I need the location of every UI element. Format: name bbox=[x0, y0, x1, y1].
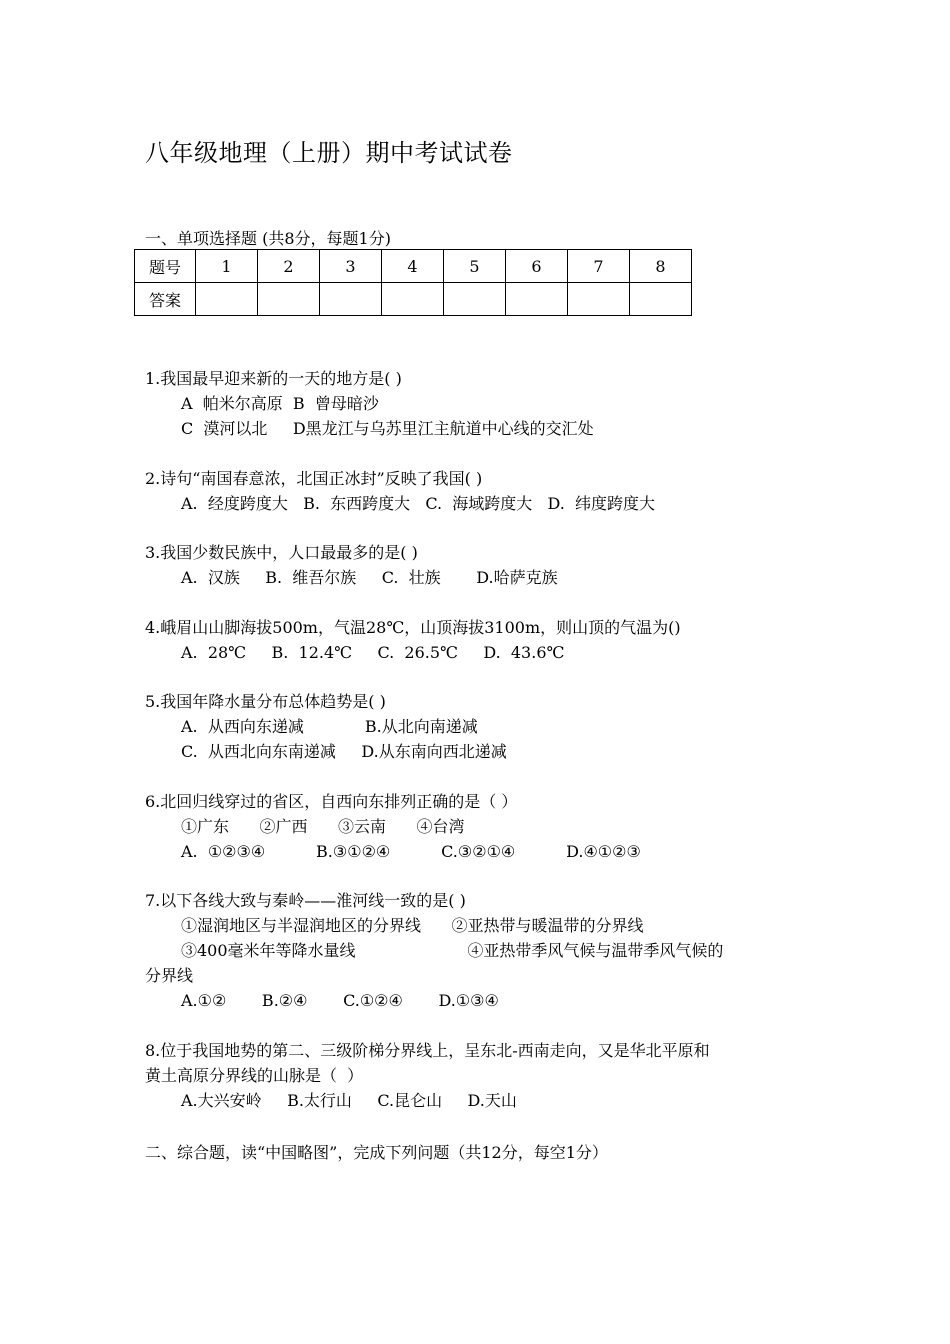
answer-table bbox=[134, 249, 692, 316]
question-8-stem: 8.位于我国地势的第二、三级阶梯分界线上，呈东北-西南走向，又是华北平原和 bbox=[145, 1041, 710, 1060]
question-1-stem: 1.我国最早迎来新的一天的地方是( ) bbox=[145, 369, 402, 388]
question-6-items: ①广东 ②广西 ③云南 ④台湾 bbox=[181, 817, 465, 836]
question-2-options: A. 经度跨度大 B. 东西跨度大 C. 海域跨度大 D. 纬度跨度大 bbox=[181, 494, 656, 513]
question-3-stem: 3.我国少数民族中，人口最最多的是( ) bbox=[145, 543, 418, 562]
answer-cell[interactable] bbox=[382, 283, 444, 316]
table-cell-number: 7 bbox=[568, 250, 630, 283]
section1-heading: 一、单项选择题 (共8分，每题1分) bbox=[145, 229, 391, 248]
row-label-number: 题号 bbox=[135, 250, 196, 283]
question-1-options: A 帕米尔高原 B 曾母暗沙 bbox=[181, 394, 379, 413]
question-3-options: A. 汉族 B. 维吾尔族 C. 壮族 D.哈萨克族 bbox=[181, 568, 558, 587]
question-1-options: C 漠河以北 D黑龙江与乌苏里江主航道中心线的交汇处 bbox=[181, 419, 594, 438]
question-4-stem: 4.峨眉山山脚海拔500m，气温28℃，山顶海拔3100m，则山顶的气温为() bbox=[145, 618, 681, 637]
question-8-options: A.大兴安岭 B.太行山 C.昆仑山 D.天山 bbox=[181, 1091, 517, 1110]
answer-cell[interactable] bbox=[630, 283, 692, 316]
answer-cell[interactable] bbox=[320, 283, 382, 316]
table-cell-number: 5 bbox=[444, 250, 506, 283]
table-cell-number: 1 bbox=[196, 250, 258, 283]
question-5-stem: 5.我国年降水量分布总体趋势是( ) bbox=[145, 692, 386, 711]
table-row bbox=[135, 250, 692, 283]
table-row bbox=[135, 283, 692, 316]
answer-cell[interactable] bbox=[258, 283, 320, 316]
question-6-options: A. ①②③④ B.③①②④ C.③②①④ D.④①②③ bbox=[181, 842, 641, 861]
table-cell-number: 2 bbox=[258, 250, 320, 283]
question-7-stem: 7.以下各线大致与秦岭——淮河线一致的是( ) bbox=[145, 891, 466, 910]
question-7-items: ①湿润地区与半湿润地区的分界线 ②亚热带与暖温带的分界线 bbox=[181, 916, 644, 935]
question-4-options: A. 28℃ B. 12.4℃ C. 26.5℃ D. 43.6℃ bbox=[181, 643, 565, 662]
question-7-options: A.①② B.②④ C.①②④ D.①③④ bbox=[181, 991, 499, 1010]
question-7-continuation: 分界线 bbox=[145, 966, 194, 985]
answer-cell[interactable] bbox=[196, 283, 258, 316]
question-5-options: C. 从西北向东南递减 D.从东南向西北递减 bbox=[181, 742, 507, 761]
question-2-stem: 2.诗句“南国春意浓，北国正冰封”反映了我国( ) bbox=[145, 469, 483, 488]
page-title: 八年级地理（上册）期中考试试卷 bbox=[145, 139, 513, 167]
table-cell-number: 3 bbox=[320, 250, 382, 283]
question-6-stem: 6.北回归线穿过的省区，自西向东排列正确的是（ ） bbox=[145, 792, 518, 811]
question-8-stem-continued: 黄土高原分界线的山脉是（ ） bbox=[145, 1066, 364, 1085]
table-cell-number: 8 bbox=[630, 250, 692, 283]
question-7-items: ③400毫米年等降水量线 ④亚热带季风气候与温带季风气候的 bbox=[181, 941, 724, 960]
answer-cell[interactable] bbox=[506, 283, 568, 316]
answer-cell[interactable] bbox=[444, 283, 506, 316]
row-label-answer: 答案 bbox=[135, 283, 196, 316]
answer-cell[interactable] bbox=[568, 283, 630, 316]
question-5-options: A. 从西向东递减 B.从北向南递减 bbox=[181, 717, 478, 736]
table-cell-number: 4 bbox=[382, 250, 444, 283]
table-cell-number: 6 bbox=[506, 250, 568, 283]
section2-heading: 二、综合题，读“中国略图”，完成下列问题（共12分，每空1分） bbox=[145, 1143, 608, 1162]
